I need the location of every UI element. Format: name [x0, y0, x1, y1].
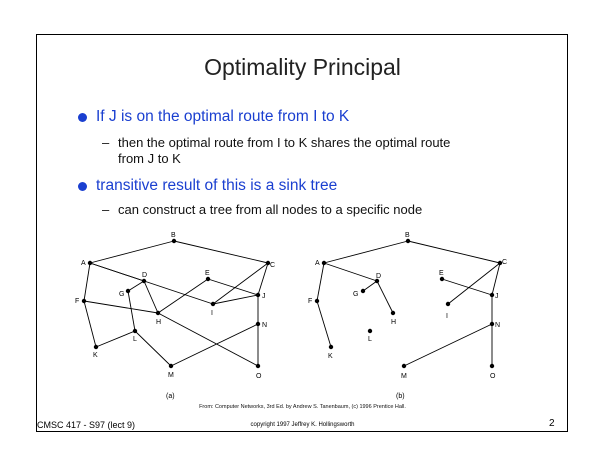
node-label-a: A: [81, 260, 86, 267]
node-label-j: J: [262, 293, 266, 300]
node-label-b: B: [405, 232, 410, 239]
sub-bullet-1-line-2: from J to K: [118, 151, 181, 166]
figure-credit: From: Computer Networks, 3rd Ed. by Andrew S. Tanenbaum, (c) 1996 Prentice Hall.: [199, 404, 406, 410]
node-label-g: G: [353, 291, 359, 298]
node-label-e: E: [205, 270, 210, 277]
bullet-1-text: If J is on the optimal route from I to K: [96, 108, 350, 125]
graph-a: [84, 241, 268, 366]
node-label-h: H: [391, 319, 397, 326]
node-label-g: G: [119, 291, 125, 298]
node-label-k: K: [93, 352, 98, 359]
graph-b: [317, 241, 500, 366]
node-label-l: L: [133, 336, 137, 343]
node-label-i: I: [211, 310, 213, 317]
node-label-d: D: [142, 272, 148, 279]
node-label-a: A: [315, 260, 320, 267]
dash-icon: –: [102, 202, 110, 217]
node-label-i: I: [446, 313, 448, 320]
footer-copyright: copyright 1997 Jeffrey K. Hollingsworth: [250, 422, 355, 428]
sub-bullet-2-line-1: can construct a tree from all nodes to a specific node: [118, 202, 423, 217]
node-label-o: O: [490, 373, 496, 380]
node-label-h: H: [156, 319, 162, 326]
bullet-2-text: transitive result of this is a sink tree: [96, 177, 338, 194]
node-label-l: L: [368, 336, 372, 343]
node-label-d: D: [376, 273, 382, 280]
caption-a: (a): [166, 393, 175, 400]
dash-icon: –: [102, 135, 110, 150]
page-number: 2: [549, 418, 555, 429]
node-label-m: M: [401, 373, 407, 380]
node-label-f: F: [75, 298, 80, 305]
node-label-n: N: [495, 322, 501, 329]
slide-title: Optimality Principal: [204, 54, 401, 80]
node-label-o: O: [256, 373, 262, 380]
footer-course: CMSC 417 - S97 (lect 9): [37, 420, 136, 430]
node-label-e: E: [439, 270, 444, 277]
node-label-c: C: [502, 259, 508, 266]
caption-b: (b): [396, 393, 405, 400]
node-label-m: M: [168, 372, 174, 379]
node-label-j: J: [495, 293, 499, 300]
sub-bullet-1-line-1: then the optimal route from I to K shares the optimal route: [118, 135, 451, 150]
node-label-c: C: [270, 262, 276, 269]
node-label-f: F: [308, 298, 313, 305]
node-label-b: B: [171, 232, 176, 239]
node-label-k: K: [328, 353, 333, 360]
node-label-n: N: [262, 322, 268, 329]
